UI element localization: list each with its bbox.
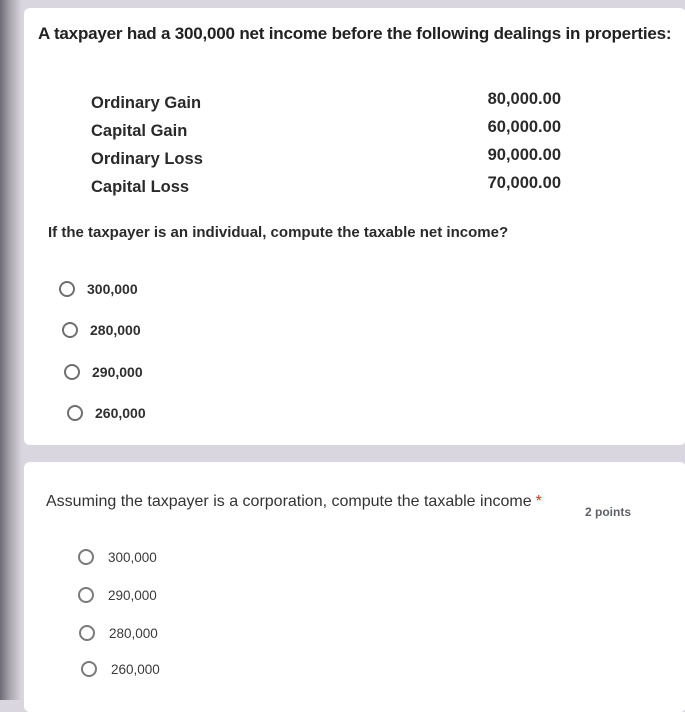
question-2-text: Assuming the taxpayer is a corporation, compute the taxable income [46, 493, 532, 510]
q1-option-290000[interactable] [64, 364, 143, 380]
radio-button[interactable] [59, 281, 75, 297]
q2-option-280000[interactable] [79, 625, 158, 641]
q2-option-260000[interactable] [81, 661, 160, 677]
q1-option-label: 300,000 [87, 281, 138, 297]
q2-option-300000[interactable] [78, 549, 157, 565]
radio-button[interactable] [78, 549, 94, 565]
dealing-label-ordinary-loss: Ordinary Loss [91, 150, 203, 168]
q2-option-label: 300,000 [108, 549, 157, 565]
q1-option-label: 290,000 [92, 364, 143, 380]
q1-option-label: 260,000 [95, 405, 146, 421]
dealing-value-ordinary-gain: 80,000.00 [487, 90, 561, 108]
q1-option-280000[interactable] [62, 322, 141, 338]
q2-option-label: 280,000 [109, 625, 158, 641]
radio-button[interactable] [79, 625, 95, 641]
q1-option-label: 280,000 [90, 322, 141, 338]
dealing-value-capital-gain: 60,000.00 [487, 118, 561, 136]
q2-option-label: 260,000 [111, 661, 160, 677]
q1-option-300000[interactable] [59, 281, 138, 297]
dealing-label-ordinary-gain: Ordinary Gain [91, 94, 202, 112]
radio-button[interactable] [78, 587, 94, 603]
dealing-value-ordinary-loss: 90,000.00 [487, 146, 561, 164]
question-1-prompt: If the taxpayer is an individual, compute the taxable net income? [48, 224, 509, 241]
dealing-label-capital-loss: Capital Loss [91, 178, 190, 196]
q1-option-260000[interactable] [67, 405, 146, 421]
radio-button[interactable] [64, 364, 80, 380]
required-asterisk: * [535, 493, 542, 510]
radio-button[interactable] [81, 661, 97, 677]
q2-option-label: 290,000 [108, 587, 157, 603]
question-2-points: 2 points [585, 505, 632, 519]
question-1-title: A taxpayer had a 300,000 net income before the following dealings in properties: [38, 24, 672, 43]
dealing-label-capital-gain: Capital Gain [91, 122, 188, 140]
q2-option-290000[interactable] [78, 587, 157, 603]
question-2-prompt [46, 493, 542, 511]
photo-edge-shadow [0, 0, 22, 700]
radio-button[interactable] [62, 322, 78, 338]
dealing-value-capital-loss: 70,000.00 [487, 174, 561, 192]
radio-button[interactable] [67, 405, 83, 421]
